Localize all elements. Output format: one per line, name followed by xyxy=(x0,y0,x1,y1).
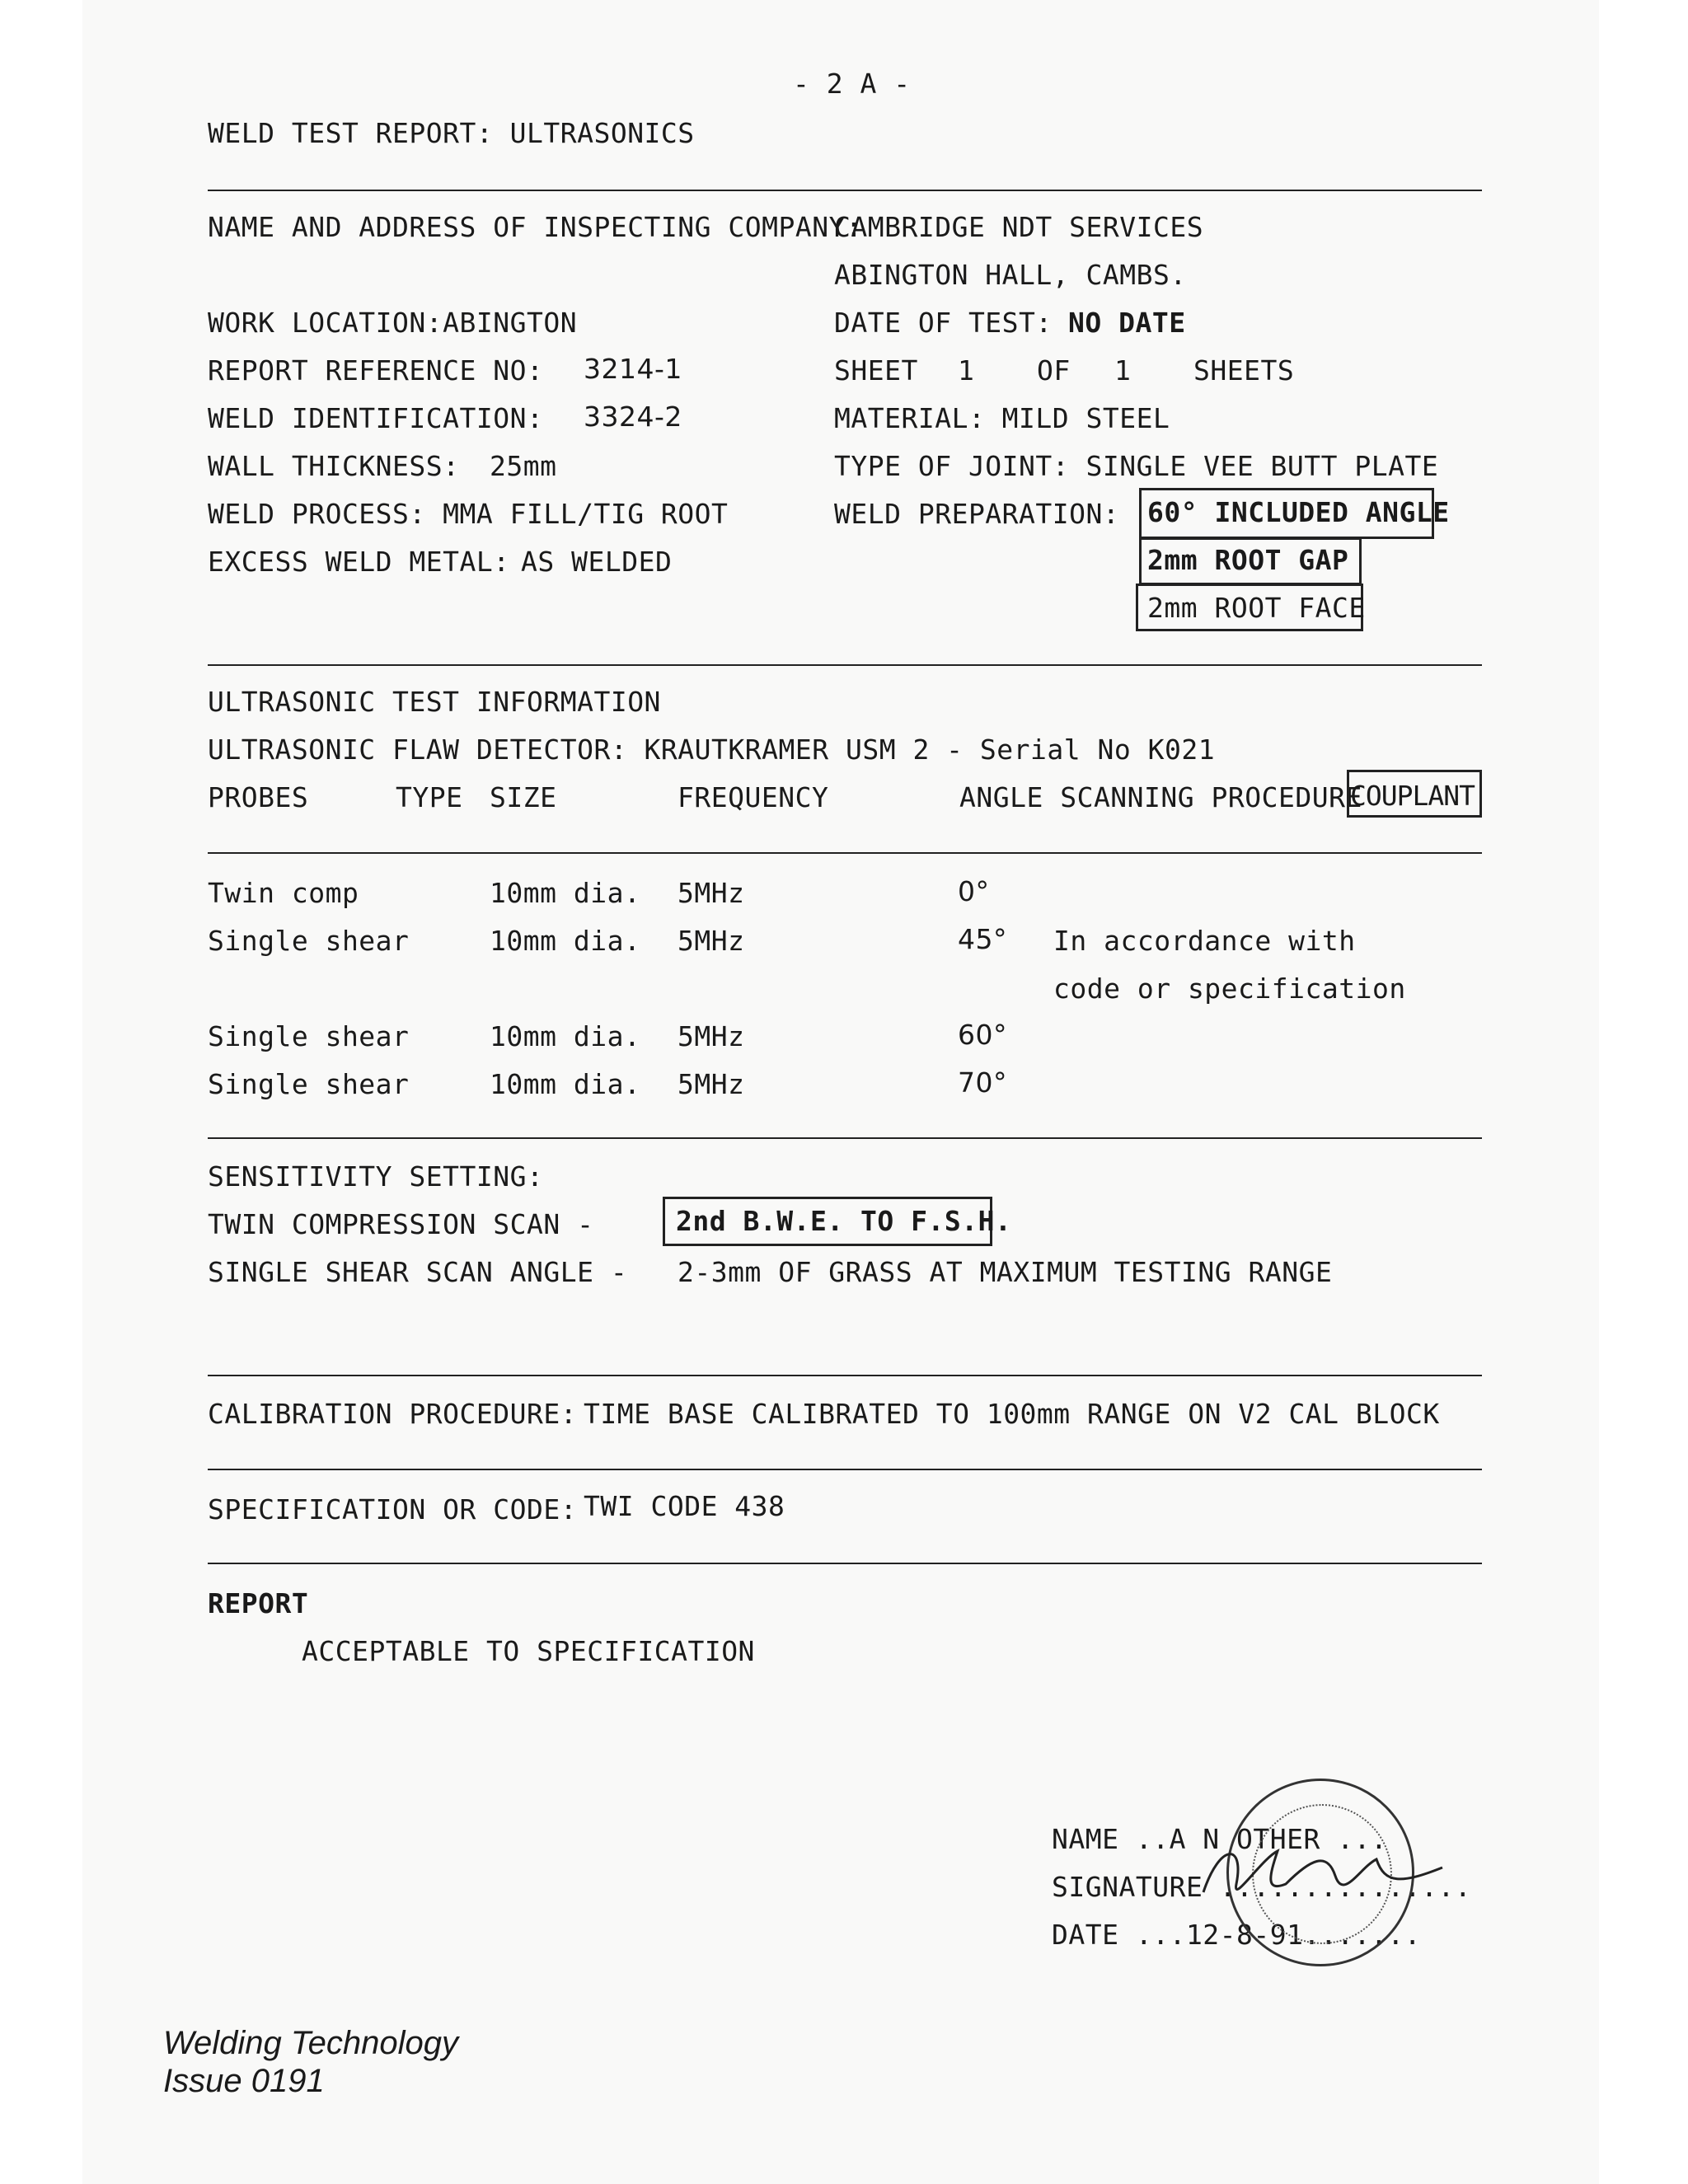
header-probes: PROBES xyxy=(208,781,309,813)
sheet-total: 1 xyxy=(1114,354,1132,387)
twin-scan-label: TWIN COMPRESSION SCAN - xyxy=(208,1208,594,1240)
probe-frequency: 5MHz xyxy=(678,1020,745,1052)
company-label: NAME AND ADDRESS OF INSPECTING COMPANY: xyxy=(208,211,863,243)
divider xyxy=(208,664,1482,666)
material: MATERIAL: MILD STEEL xyxy=(834,402,1170,434)
probe-size: 10mm dia. xyxy=(490,1068,641,1100)
document-title: WELD TEST REPORT: ULTRASONICS xyxy=(208,117,695,149)
work-location: WORK LOCATION:ABINGTON xyxy=(208,307,578,339)
header-frequency: FREQUENCY xyxy=(678,781,829,813)
weld-identification-value: 3324-2 xyxy=(584,401,682,433)
page-marker: - 2 A - xyxy=(793,68,911,100)
header-size: SIZE xyxy=(490,781,557,813)
probe-frequency: 5MHz xyxy=(678,1068,745,1100)
flaw-detector: ULTRASONIC FLAW DETECTOR: KRAUTKRAMER USM 2 - Serial No K021 xyxy=(208,733,1216,766)
probe-type: Single shear xyxy=(208,1020,410,1052)
probe-size: 10mm dia. xyxy=(490,1020,641,1052)
joint-type: TYPE OF JOINT: SINGLE VEE BUTT PLATE xyxy=(834,450,1439,482)
probe-size: 10mm dia. xyxy=(490,877,641,909)
report-reference-label: REPORT REFERENCE NO: xyxy=(208,354,544,387)
weld-preparation-label: WELD PREPARATION: xyxy=(834,498,1120,530)
signature-line: SIGNATURE ............... xyxy=(1052,1871,1472,1903)
header-type: TYPE xyxy=(396,781,463,813)
excess-weld-label: EXCESS WELD METAL: xyxy=(208,546,510,578)
divider xyxy=(208,1137,1482,1139)
probe-size: 10mm dia. xyxy=(490,925,641,957)
divider xyxy=(208,1469,1482,1470)
sheet-word: SHEET xyxy=(834,354,918,387)
footer-line2: Issue 0191 xyxy=(163,2063,325,2099)
sensitivity-heading: SENSITIVITY SETTING: xyxy=(208,1160,544,1193)
excess-weld-value: AS WELDED xyxy=(521,546,673,578)
probe-type: Single shear xyxy=(208,1068,410,1100)
sheet-of: OF xyxy=(1037,354,1071,387)
root-gap: 2mm ROOT GAP xyxy=(1147,544,1349,576)
scanning-procedure-line1: In accordance with xyxy=(1053,925,1356,957)
calibration-label: CALIBRATION PROCEDURE: xyxy=(208,1398,578,1430)
probe-frequency: 5MHz xyxy=(678,877,745,909)
wall-thickness-label: WALL THICKNESS: xyxy=(208,450,460,482)
specification-label: SPECIFICATION OR CODE: xyxy=(208,1493,578,1526)
sheets-word: SHEETS xyxy=(1193,354,1295,387)
specification-value: TWI CODE 438 xyxy=(584,1490,785,1522)
weld-identification-label: WELD IDENTIFICATION: xyxy=(208,402,544,434)
divider xyxy=(208,1563,1482,1564)
calibration-value: TIME BASE CALIBRATED TO 100mm RANGE ON V2 CAL BLOCK xyxy=(584,1398,1440,1430)
date-of-test-label: DATE OF TEST: xyxy=(834,307,1053,339)
divider xyxy=(208,1375,1482,1376)
handwritten-signature xyxy=(1187,1826,1451,1925)
prep-angle: 60° INCLUDED ANGLE xyxy=(1147,496,1450,528)
probe-type: Twin comp xyxy=(208,877,359,909)
single-shear-value: 2-3mm OF GRASS AT MAXIMUM TESTING RANGE xyxy=(678,1256,1333,1288)
ut-info-heading: ULTRASONIC TEST INFORMATION xyxy=(208,686,661,718)
company-name: CAMBRIDGE NDT SERVICES xyxy=(834,211,1204,243)
report-reference-value: 3214-1 xyxy=(584,353,682,385)
header-couplant: COUPLANT xyxy=(1350,780,1475,812)
probe-angle: 60° xyxy=(958,1019,1007,1051)
probe-frequency: 5MHz xyxy=(678,925,745,957)
twin-scan-value: 2nd B.W.E. TO F.S.H. xyxy=(676,1205,1012,1237)
probe-type: Single shear xyxy=(208,925,410,957)
divider xyxy=(208,852,1482,854)
date-of-test-value: NO DATE xyxy=(1068,307,1186,339)
footer-line1: Welding Technology xyxy=(163,2025,459,2061)
name-line: NAME ..A N OTHER ... xyxy=(1052,1823,1388,1855)
report-result: ACCEPTABLE TO SPECIFICATION xyxy=(302,1635,755,1667)
probe-angle: 0° xyxy=(958,875,990,907)
single-shear-label: SINGLE SHEAR SCAN ANGLE - xyxy=(208,1256,628,1288)
date-line: DATE ...12-8-91....... xyxy=(1052,1919,1422,1951)
divider xyxy=(208,190,1482,191)
root-face: 2mm ROOT FACE xyxy=(1147,592,1366,624)
scanning-procedure-line2: code or specification xyxy=(1053,972,1406,1005)
weld-process: WELD PROCESS: MMA FILL/TIG ROOT xyxy=(208,498,729,530)
sheet-number: 1 xyxy=(958,354,975,387)
header-angle-procedure: ANGLE SCANNING PROCEDURE xyxy=(959,781,1362,813)
report-heading: REPORT xyxy=(208,1587,309,1619)
probe-angle: 45° xyxy=(958,923,1007,955)
wall-thickness-value: 25mm xyxy=(490,450,557,482)
probe-angle: 70° xyxy=(958,1066,1007,1099)
company-address: ABINGTON HALL, CAMBS. xyxy=(834,259,1187,291)
